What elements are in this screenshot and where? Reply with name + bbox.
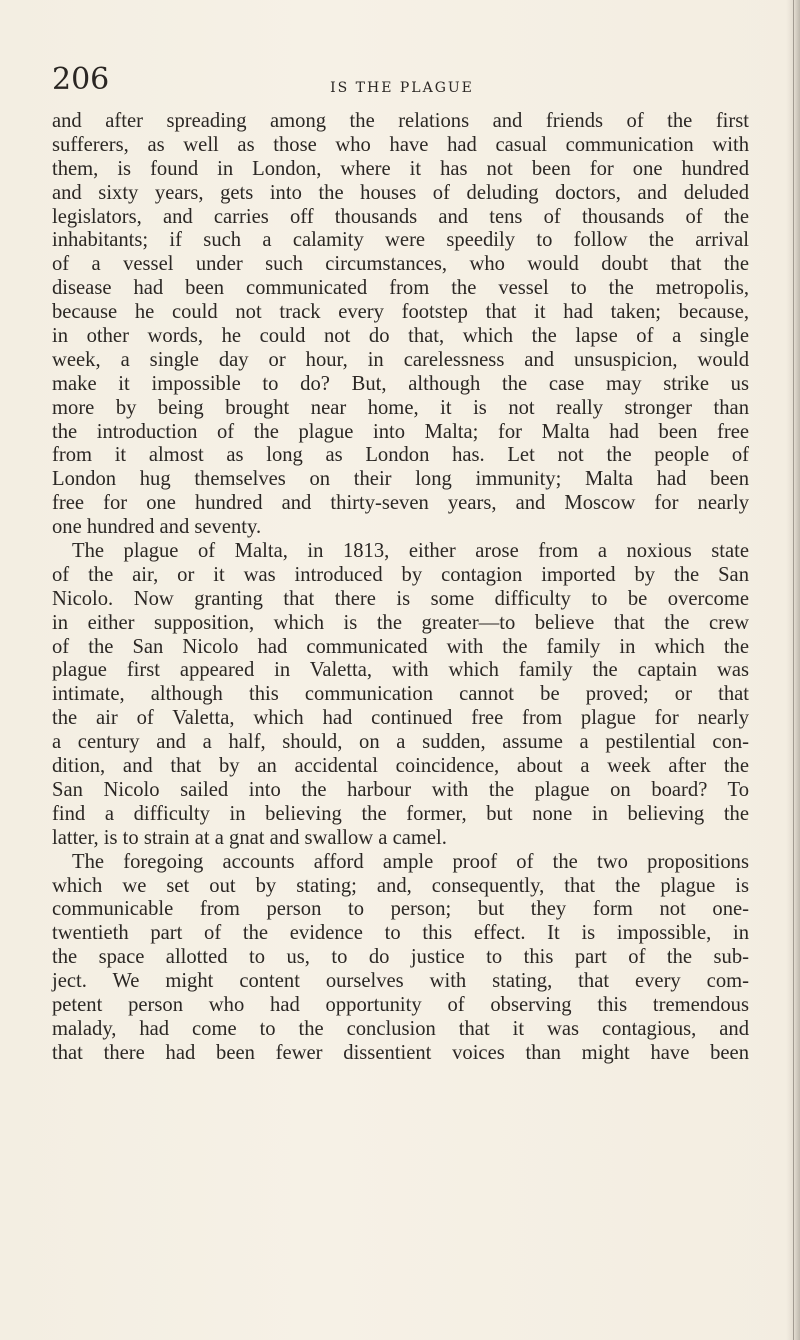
text-line: plague first appeared in Valetta, with which family the captain was — [52, 659, 749, 682]
text-line: of the San Nicolo had communicated with the family in which the — [52, 635, 749, 658]
text-line: and sixty years, gets into the houses of deluding doctors, and deluded — [52, 181, 749, 204]
text-line: of the air, or it was introduced by contagion imported by the San — [52, 563, 749, 586]
text-line: in either supposition, which is the greater—to believe that the crew — [52, 611, 749, 634]
text-line: disease had been communicated from the vessel to the metropolis, — [52, 277, 749, 300]
text-line: that there had been fewer dissentient voices than might have been — [52, 1041, 749, 1064]
paragraph-end-line: one hundred and seventy. — [52, 516, 262, 539]
paragraph-end-line: latter, is to strain at a gnat and swallow a camel. — [52, 826, 447, 849]
text-line: in other words, he could not do that, which the lapse of a single — [52, 325, 749, 348]
text-line: which we set out by stating; and, consequently, that the plague is — [52, 874, 749, 897]
paragraph-start-line: The plague of Malta, in 1813, either arose from a noxious state — [72, 540, 749, 563]
page-header — [52, 62, 752, 102]
text-line: them, is found in London, where it has not been for one hundred — [52, 157, 749, 180]
page-edge-line — [793, 0, 794, 1340]
text-line: inhabitants; if such a calamity were speedily to follow the arrival — [52, 229, 749, 252]
text-line: London hug themselves on their long immunity; Malta had been — [52, 468, 749, 491]
text-line: because he could not track every footstep that it had taken; because, — [52, 301, 749, 324]
text-line: find a difficulty in believing the former, but none in believing the — [52, 802, 749, 825]
text-line: communicable from person to person; but they form not one- — [52, 898, 749, 921]
text-line: the introduction of the plague into Malta; for Malta had been free — [52, 420, 749, 443]
text-line: petent person who had opportunity of observing this tremendous — [52, 993, 749, 1016]
text-line: ject. We might content ourselves with stating, that every com- — [52, 970, 749, 993]
text-line: dition, and that by an accidental coincidence, about a week after the — [52, 755, 749, 778]
text-line: free for one hundred and thirty-seven years, and Moscow for nearly — [52, 492, 749, 515]
text-line: twentieth part of the evidence to this effect. It is impossible, in — [52, 922, 749, 945]
paragraph-start-line: The foregoing accounts afford ample proof of the two propositions — [72, 850, 749, 873]
text-line: Nicolo. Now granting that there is some difficulty to be overcome — [52, 587, 749, 610]
text-line: more by being brought near home, it is not really stronger than — [52, 396, 749, 419]
text-line: malady, had come to the conclusion that it was contagious, and — [52, 1017, 749, 1040]
running-head: IS THE PLAGUE — [330, 80, 474, 96]
text-line: from it almost as long as London has. Let not the people of — [52, 444, 749, 467]
text-line: the space allotted to us, to do justice to this part of the sub- — [52, 946, 749, 969]
text-line: sufferers, as well as those who have had casual communication with — [52, 133, 749, 156]
text-line: the air of Valetta, which had continued free from plague for nearly — [52, 707, 749, 730]
page-number: 206 — [52, 62, 110, 97]
body-text — [52, 110, 749, 1066]
text-line: week, a single day or hour, in carelessness and unsuspicion, would — [52, 348, 749, 371]
text-line: of a vessel under such circumstances, who would doubt that the — [52, 253, 749, 276]
text-line: and after spreading among the relations and friends of the first — [52, 110, 749, 132]
text-line: San Nicolo sailed into the harbour with the plague on board? To — [52, 778, 749, 801]
text-line: a century and a half, should, on a sudden, assume a pestilential con- — [52, 731, 749, 754]
text-line: legislators, and carries off thousands and tens of thousands of the — [52, 205, 749, 228]
text-line: intimate, although this communication cannot be proved; or that — [52, 683, 749, 706]
text-line: make it impossible to do? But, although the case may strike us — [52, 372, 749, 395]
